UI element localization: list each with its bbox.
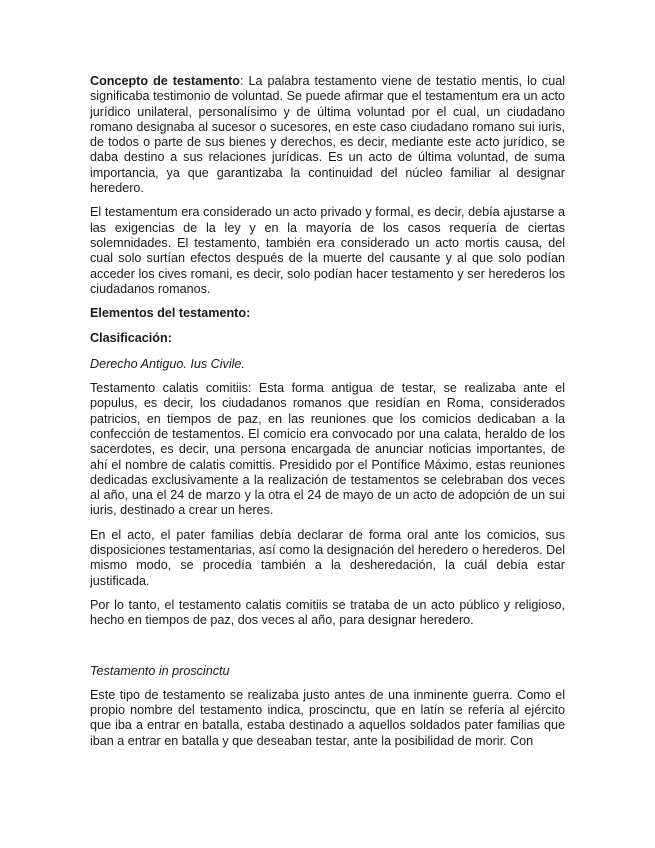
paragraph-calatis-comitiis: Testamento calatis comitiis: Esta forma antigua de testar, se realizaba ante el populus, es decir, los ciudadanos romanos que residían en Roma, considerados patricios, en tiempos de paz, en las reuniones que los comicios dedicaban a la confección de testamentos. El comicio era convocado por una calata, heraldo de los sacerdotes, es decir, una persona encargada de anunciar noticias importantes, de ahí el nombre de calatis comittis. Presidido por el Pontífice Máximo, estas reuniones dedicadas exclusivamente a la realización de testamentos se celebraban dos veces al año, una el 24 de marzo y la otra el 24 de mayo de un acto de adopción de un sui iuris, destinado a crear un heres. <box>90 381 565 518</box>
paragraph-testamentum: El testamentum era considerado un acto privado y formal, es decir, debía ajustarse a las exigencias de la ley y en la mayoría de los casos requería de ciertas solemnidades. El testamento, también era considerado un acto mortis causa, del cual solo surtían efectos después de la muerte del causante y al que solo podían acceder los cives romani, es decir, solo podían hacer testamento y ser herederos los ciudadanos romanos. <box>90 205 565 296</box>
subheading-in-proscinctu: Testamento in proscinctu <box>90 663 230 678</box>
heading-elementos: Elementos del testamento: <box>90 306 251 321</box>
heading-clasificacion: Clasificación: <box>90 331 172 346</box>
paragraph-concepto <box>90 74 565 196</box>
term-concepto-testamento: Concepto de testamento <box>90 74 240 88</box>
section-spacer <box>90 638 565 664</box>
paragraph-en-el-acto: En el acto, el pater familias debía declarar de forma oral ante los comicios, sus disposiciones testamentarias, así como la designación del heredero o herederos. Del mismo modo, se procedía también a la desheredación, la cuál debía estar justificada. <box>90 527 565 588</box>
subheading-derecho-antiguo: Derecho Antiguo. Ius Civile. <box>90 356 245 371</box>
paragraph-concepto-text: : La palabra testamento viene de testatio mentis, lo cual significaba testimonio de voluntad. Se puede afirmar que el testamentum era un acto jurídico unilateral, personalísimo y de última voluntad por el cual, un ciudadano romano designaba al sucesor o sucesores, en este caso ciudadano romano sui iuris, de todos o parte de sus bienes y derechos, es decir, mediante este acto jurídico, se daba destino a sus relaciones jurídicas. Es un acto de última voluntad, de suma importancia, ya que garantizaba la continuidad del núcleo familiar al designar heredero. <box>90 74 565 196</box>
document-page <box>90 74 565 758</box>
paragraph-por-lo-tanto: Por lo tanto, el testamento calatis comitiis se trataba de un acto público y religioso, hecho en tiempos de paz, dos veces al año, para designar heredero. <box>90 597 565 628</box>
paragraph-proscinctu: Este tipo de testamento se realizaba justo antes de una inminente guerra. Como el propio nombre del testamento indica, proscinctu, que en latín se refería al ejército que iba a entrar en batalla, estaba destinado a aquellos soldados pater familias que iban a entrar en batalla y que deseaban testar, ante la posibilidad de morir. Con <box>90 687 565 748</box>
